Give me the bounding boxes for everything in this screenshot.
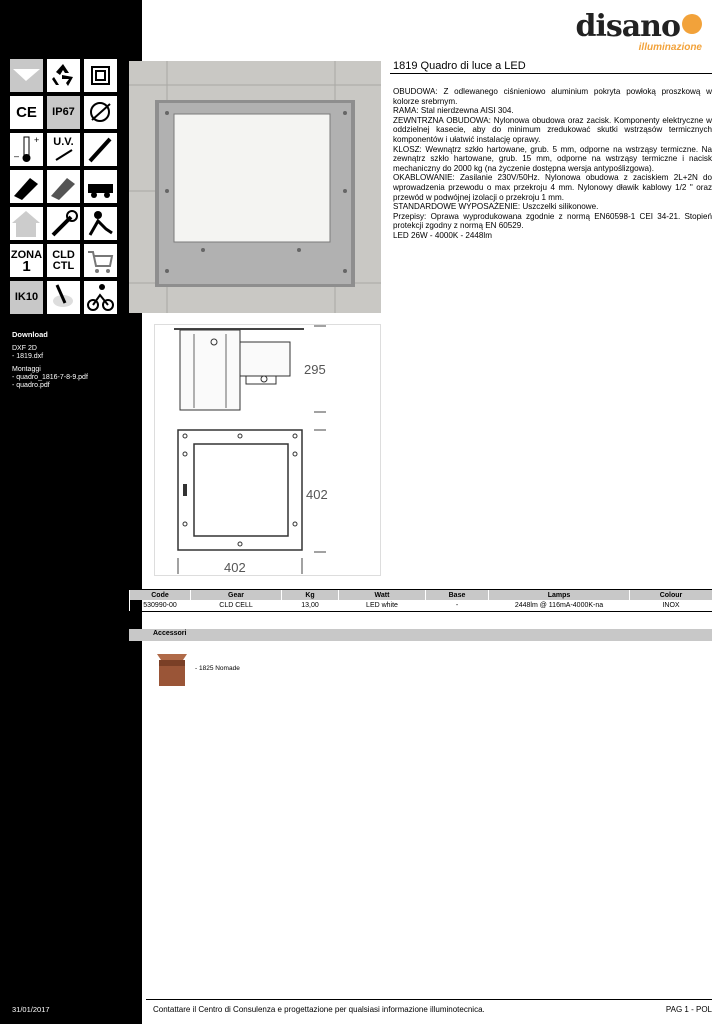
zona-label: ZONA xyxy=(10,248,43,261)
montaggi-label: Montaggi xyxy=(12,366,41,373)
uv-resistance-icon xyxy=(47,133,80,166)
wiring-icon xyxy=(84,96,117,129)
disano-logo xyxy=(575,9,702,53)
col-header: Gear xyxy=(191,590,282,601)
col-header: Colour xyxy=(630,590,713,601)
shopping-cart-icon xyxy=(84,244,117,277)
ctl-label: CTL xyxy=(52,259,75,272)
desc-paragraph: Przepisy: Oprawa wyprodukowana zgodnie z normą EN60598-1 CEI 34-21. Stopień protekcji zgodny z normą EN 60529. xyxy=(393,211,712,231)
document-date: 31/01/2017 xyxy=(12,1005,50,1014)
footer-divider xyxy=(146,999,712,1000)
table-cell: 530990-00 xyxy=(130,600,191,612)
col-header: Watt xyxy=(339,590,426,601)
sidebar xyxy=(0,0,142,1024)
logo-brand: disano xyxy=(575,9,680,44)
download-section xyxy=(12,331,88,395)
footstep-icon xyxy=(47,281,80,314)
zona-number: 1 xyxy=(22,257,31,275)
desc-paragraph: KLOSZ: Wewnątrz szkło hartowane, grub. 5 mm, odporne na wstrząsy termiczne. Na zewnątrz szkło hartowane, grub. 15 mm, odporne na wstrząsy termiczne i nacisk mechaniczny do 2000 kg (na życzenie dostępna wersja antypoślizgowa). xyxy=(393,144,712,173)
col-header: Kg xyxy=(282,590,339,601)
table-header-row xyxy=(130,590,713,601)
specs-table xyxy=(129,589,712,612)
table-cell: LED white xyxy=(339,600,426,612)
svg-text:+: + xyxy=(34,135,40,145)
desc-paragraph: OKABLOWANIE: Zasilanie 230V/50Hz. Nylonowa obudowa z zaciskiem 2L+2N do wprowadzenia przewodu o max przekroju 4 mm. Nylonowy dławik kablowy 1/2 " oraz przewód w podwójnej izolacji o przekroju 1 mm. xyxy=(393,173,712,202)
cyclist-icon xyxy=(84,281,117,314)
product-photo xyxy=(129,61,381,313)
cld-label: CLD xyxy=(52,248,75,261)
tool-icon xyxy=(84,133,117,166)
accessory-label[interactable]: - 1825 Nomade xyxy=(195,665,240,672)
logo-subtitle: illuminazione xyxy=(638,42,702,53)
table-cell: INOX xyxy=(630,600,713,612)
logo-dot xyxy=(682,14,702,34)
zone-icon xyxy=(10,244,43,277)
col-header: Code xyxy=(130,590,191,601)
ip-rating-icon xyxy=(47,96,80,129)
col-header: Base xyxy=(426,590,489,601)
dxf-label: DXF 2D xyxy=(12,345,37,352)
montaggi-link-1[interactable]: - quadro_1816-7-8-9.pdf xyxy=(12,374,88,381)
outdoor-house-icon xyxy=(10,207,43,240)
cld-ctl-icon xyxy=(47,244,80,277)
desc-paragraph: LED 26W - 4000K - 2448lm xyxy=(393,230,492,240)
temperature-icon xyxy=(10,133,43,166)
accessories-header xyxy=(129,629,712,641)
desc-paragraph: STANDARDOWE WYPOSAŻENIE: Uszczelki silikonowe. xyxy=(393,202,599,212)
ce-mark-icon xyxy=(10,96,43,129)
dimension-bottom: 402 xyxy=(224,560,246,575)
vehicle-icon xyxy=(84,170,117,203)
ip-label: IP67 xyxy=(52,106,75,118)
montaggi-link-2[interactable]: - quadro.pdf xyxy=(12,382,50,389)
download-title: Download xyxy=(12,330,48,339)
title-divider xyxy=(390,73,712,74)
ik-rating-icon xyxy=(10,281,43,314)
accessory-image xyxy=(153,650,191,688)
dimension-height: 295 xyxy=(304,362,326,377)
svg-text:–: – xyxy=(14,151,20,161)
desc-paragraph: ZEWNTRZNA OBUDOWA: Nylonowa obudowa oraz zacisk. Komponenty elektryczne w oddzielnej kasecie, aby do minimum zredukować skutki wstrząsów termicznych komponentów i ułatwić instalację oprawy. xyxy=(393,115,712,144)
recessed-icon xyxy=(10,59,43,92)
forklift-icon xyxy=(84,207,117,240)
class-2-icon xyxy=(84,59,117,92)
table-cell: 13,00 xyxy=(282,600,339,612)
drive-over-icon xyxy=(10,170,43,203)
technical-drawing xyxy=(154,324,381,576)
wrench-icon xyxy=(47,207,80,240)
uv-label: U.V. xyxy=(53,136,74,148)
product-title: 1819 Quadro di luce a LED xyxy=(393,60,526,72)
table-cell: - xyxy=(426,600,489,612)
col-header: Lamps xyxy=(489,590,630,601)
accessories-title: Accessori xyxy=(153,630,187,637)
page-number: PAG 1 - POL xyxy=(665,1005,712,1014)
product-description xyxy=(393,87,712,241)
walk-over-icon xyxy=(47,170,80,203)
desc-paragraph: RAMA: Stal nierdzewna AISI 304. xyxy=(393,106,514,116)
desc-paragraph: OBUDOWA: Z odlewanego ciśnieniowo aluminium pokryta powłoką proszkową w kolorze srebrnym. xyxy=(393,87,712,106)
footer-contact-text: Contattare il Centro di Consulenza e progettazione per qualsiasi informazione illuminotecnica. xyxy=(153,1005,485,1014)
ce-label: CE xyxy=(16,104,37,121)
table-cell: 2448lm @ 116mA-4000K-na xyxy=(489,600,630,612)
ik-label: IK10 xyxy=(14,291,39,303)
dxf-link[interactable]: - 1819.dxf xyxy=(12,353,44,360)
table-cell: CLD CELL xyxy=(191,600,282,612)
table-row xyxy=(130,600,713,612)
recycle-icon xyxy=(47,59,80,92)
dimension-side: 402 xyxy=(306,487,328,502)
